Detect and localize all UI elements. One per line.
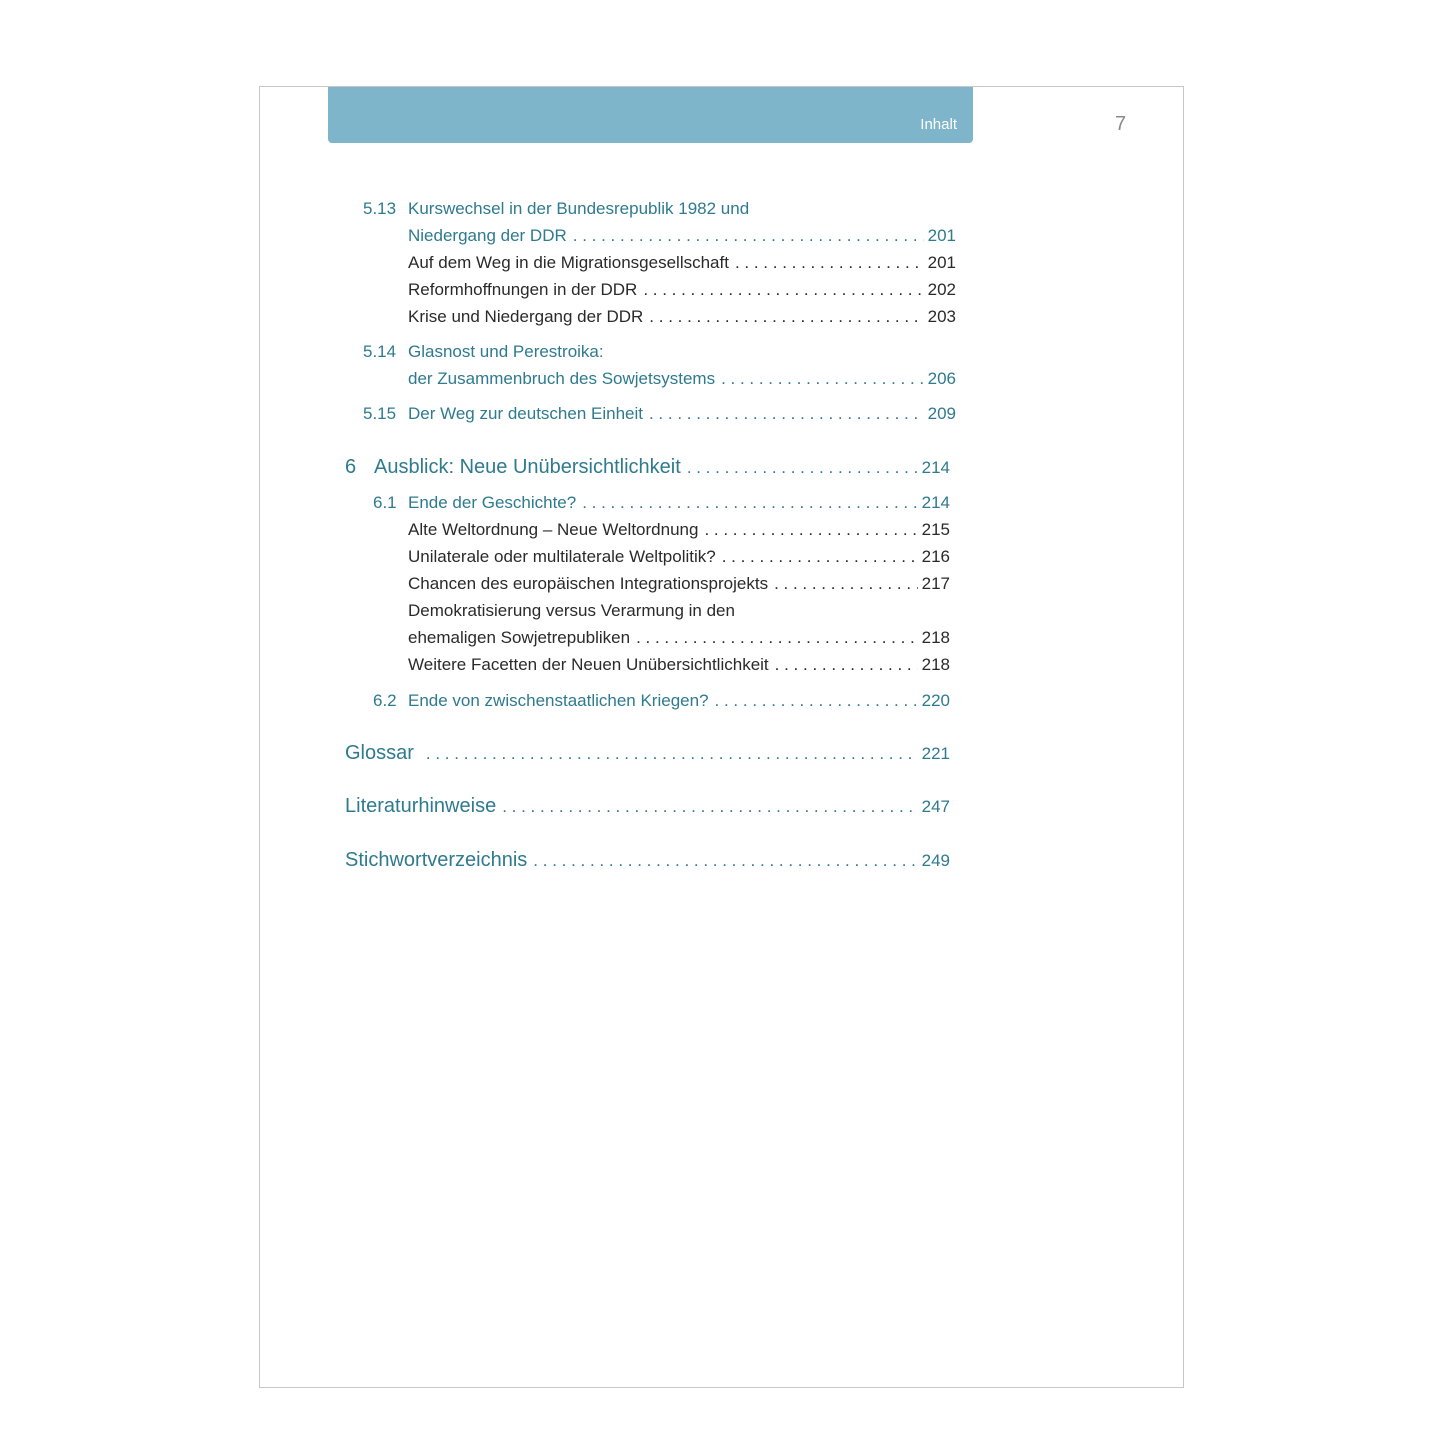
toc-entry[interactable]: Der Weg zur deutschen Einheit . . . 209 [408,403,956,425]
page-ref: 214 [921,458,950,477]
leader-dots [582,492,917,514]
leader-dots [502,794,917,820]
toc-entry[interactable]: Ende von zwischenstaatlichen Kriegen? . . . 220 [408,690,950,712]
page-ref: 201 [927,253,956,272]
page-ref: 249 [921,851,950,870]
page-ref: 209 [927,404,956,423]
section-title: Glasnost und Perestroika: [408,342,604,361]
leader-dots [636,627,918,649]
section-number: 6.2 [373,691,397,710]
toc-entry-literatur[interactable]: Literaturhinweise . . . 247 [345,793,950,820]
toc-entry[interactable]: Alte Weltordnung – Neue Weltordnung . . . 215 [408,519,950,541]
page-ref: 216 [921,547,950,566]
toc-entry[interactable]: Weitere Facetten der Neuen Unübersichtlichkeit . . . 218 [408,654,950,676]
page-ref: 206 [927,369,956,388]
page-ref: 201 [927,226,956,245]
leader-dots [649,306,923,328]
leader-dots [722,546,918,568]
toc-entry[interactable]: ehemaligen Sowjetrepubliken . . . 218 [408,627,950,649]
header-title: Inhalt [920,116,957,133]
leader-dots [649,403,924,425]
leader-dots [426,741,918,767]
toc-entry-glossar[interactable]: Glossar . . . 221 [345,740,950,767]
toc-entry[interactable]: der Zusammenbruch des Sowjetsystems . . . 206 [408,368,956,390]
leader-dots [533,848,917,874]
toc-entry[interactable]: Auf dem Weg in die Migrationsgesellschaft . . . 201 [408,252,956,274]
section-number: 5.15 [363,404,397,423]
leader-dots [735,252,924,274]
leader-dots [721,368,924,390]
page-ref: 247 [921,797,950,816]
section-number: 6.1 [373,493,397,512]
header-bar [328,87,973,143]
toc-entry-stichwort[interactable]: Stichwortverzeichnis . . . 249 [345,847,950,874]
section-number: 5.13 [363,199,397,218]
page-number: 7 [1115,113,1127,135]
leader-dots [573,225,924,247]
leader-dots [774,573,918,595]
page-ref: 214 [921,493,950,512]
page-ref: 202 [927,280,956,299]
leader-dots [715,690,918,712]
leader-dots [643,279,923,301]
page-ref: 220 [921,691,950,710]
chapter-number: 6 [345,456,357,478]
leader-dots [775,654,918,676]
toc-entry-line1: Demokratisierung versus Verarmung in den [408,601,735,620]
page-ref: 203 [927,307,956,326]
page-ref: 221 [921,744,950,763]
toc-entry[interactable]: Reformhoffnungen in der DDR . . . 202 [408,279,956,301]
toc-entry[interactable]: Ende der Geschichte? . . . 214 [408,492,950,514]
page-ref: 218 [921,628,950,647]
page-ref: 215 [921,520,950,539]
leader-dots [704,519,917,541]
toc-entry[interactable]: Chancen des europäischen Integrationsprojekts . . . 217 [408,573,950,595]
toc-entry[interactable]: Niedergang der DDR . . . 201 [408,225,956,247]
toc-entry[interactable]: Ausblick: Neue Unübersichtlichkeit . . . 214 [374,454,950,481]
section-title: Kurswechsel in der Bundesrepublik 1982 und [408,199,750,218]
toc-entry[interactable]: Krise und Niedergang der DDR . . . 203 [408,306,956,328]
page-ref: 218 [921,655,950,674]
toc-entry[interactable]: Unilaterale oder multilaterale Weltpolitik? . . . 216 [408,546,950,568]
leader-dots [687,455,918,481]
section-number: 5.14 [363,342,397,361]
page-ref: 217 [921,574,950,593]
